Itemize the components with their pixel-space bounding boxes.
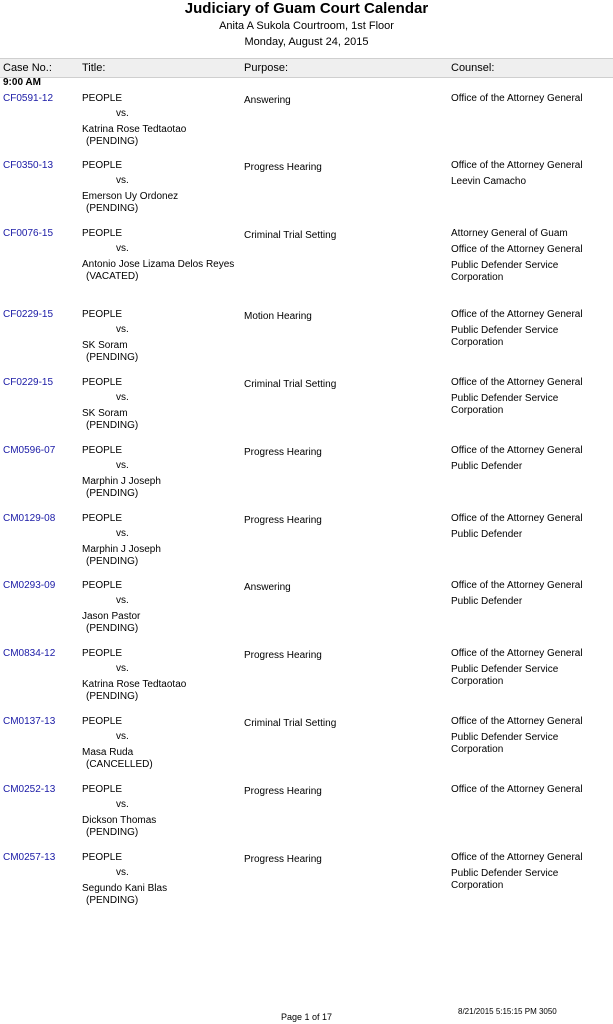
case-status: (PENDING) [86, 895, 139, 906]
plaintiff: PEOPLE [82, 160, 123, 171]
case-status: (PENDING) [86, 827, 139, 838]
counsel-entry: Public Defender Service Corporation [451, 325, 559, 348]
case-status: (CANCELLED) [86, 759, 153, 770]
counsel-entry: Public Defender [451, 529, 523, 540]
defendant: Jason Pastor [82, 611, 141, 622]
versus-label: vs. [116, 663, 129, 674]
case-status: (PENDING) [86, 556, 139, 567]
column-header-case-no: Case No.: [3, 62, 52, 74]
versus-label: vs. [116, 108, 129, 119]
counsel-entry: Public Defender Service Corporation [451, 664, 559, 687]
case-title [82, 160, 178, 215]
defendant: SK Soram [82, 408, 128, 419]
counsel-entry: Office of the Attorney General [451, 377, 583, 388]
page-number: Page 1 of 17 [280, 1012, 333, 1022]
counsel-entry: Office of the Attorney General [451, 648, 583, 659]
counsel-entry: Office of the Attorney General [451, 716, 583, 727]
defendant: SK Soram [82, 340, 128, 351]
plaintiff: PEOPLE [82, 716, 123, 727]
plaintiff: PEOPLE [82, 784, 123, 795]
case-title [82, 93, 186, 148]
versus-label: vs. [116, 324, 129, 335]
time-slot: 9:00 AM [3, 77, 41, 88]
counsel-list [451, 160, 583, 192]
case-title [82, 377, 138, 432]
versus-label: vs. [116, 528, 129, 539]
column-header-title: Title: [82, 62, 106, 74]
case-status: (PENDING) [86, 420, 139, 431]
counsel-list [451, 445, 583, 477]
plaintiff: PEOPLE [82, 445, 123, 456]
versus-label: vs. [116, 175, 129, 186]
hearing-purpose: Progress Hearing [244, 786, 322, 797]
plaintiff: PEOPLE [82, 852, 123, 863]
case-number-link[interactable]: CF0229-15 [3, 377, 54, 388]
case-title [82, 716, 153, 771]
case-number-link[interactable]: CM0129-08 [3, 513, 56, 524]
case-number-link[interactable]: CF0591-12 [3, 93, 54, 104]
hearing-purpose: Answering [244, 95, 291, 106]
counsel-entry: Office of the Attorney General [451, 852, 583, 863]
counsel-entry: Public Defender Service Corporation [451, 732, 559, 755]
case-status: (VACATED) [86, 271, 139, 282]
defendant: Emerson Uy Ordonez [82, 191, 179, 202]
versus-label: vs. [116, 595, 129, 606]
case-number-link[interactable]: CM0257-13 [3, 852, 56, 863]
case-status: (PENDING) [86, 691, 139, 702]
counsel-list [451, 309, 583, 353]
versus-label: vs. [116, 243, 129, 254]
hearing-purpose: Progress Hearing [244, 515, 322, 526]
counsel-entry: Leevin Camacho [451, 176, 527, 187]
plaintiff: PEOPLE [82, 648, 123, 659]
case-title [82, 228, 234, 283]
calendar-date: Monday, August 24, 2015 [244, 36, 369, 48]
defendant: Katrina Rose Tedtaotao [82, 124, 187, 135]
case-number-link[interactable]: CM0252-13 [3, 784, 56, 795]
hearing-purpose: Criminal Trial Setting [244, 718, 337, 729]
case-status: (PENDING) [86, 623, 139, 634]
courtroom-name: Anita A Sukola Courtroom, 1st Floor [219, 20, 394, 32]
counsel-entry: Public Defender Service Corporation [451, 868, 559, 891]
case-number-link[interactable]: CF0229-15 [3, 309, 54, 320]
counsel-list [451, 852, 583, 896]
case-number-link[interactable]: CM0596-07 [3, 445, 56, 456]
case-title [82, 580, 140, 635]
hearing-purpose: Motion Hearing [244, 311, 312, 322]
counsel-entry: Public Defender Service Corporation [451, 393, 559, 416]
versus-label: vs. [116, 460, 129, 471]
case-number-link[interactable]: CM0834-12 [3, 648, 56, 659]
case-title [82, 852, 167, 907]
page-title: Judiciary of Guam Court Calendar [184, 0, 429, 17]
versus-label: vs. [116, 392, 129, 403]
hearing-purpose: Progress Hearing [244, 162, 322, 173]
counsel-list [451, 580, 583, 612]
plaintiff: PEOPLE [82, 513, 123, 524]
counsel-entry: Office of the Attorney General [451, 309, 583, 320]
case-title [82, 784, 156, 839]
counsel-list [451, 228, 583, 288]
case-title [82, 648, 186, 703]
column-header-row [0, 58, 613, 78]
case-number-link[interactable]: CM0293-09 [3, 580, 56, 591]
case-number-link[interactable]: CF0350-13 [3, 160, 54, 171]
plaintiff: PEOPLE [82, 93, 123, 104]
versus-label: vs. [116, 731, 129, 742]
counsel-list [451, 716, 583, 760]
hearing-purpose: Answering [244, 582, 291, 593]
case-status: (PENDING) [86, 136, 139, 147]
counsel-entry: Office of the Attorney General [451, 93, 583, 104]
counsel-entry: Public Defender Service Corporation [451, 260, 559, 283]
defendant: Marphin J Joseph [82, 544, 161, 555]
case-number-link[interactable]: CM0137-13 [3, 716, 56, 727]
case-number-link[interactable]: CF0076-15 [3, 228, 54, 239]
plaintiff: PEOPLE [82, 228, 123, 239]
case-status: (PENDING) [86, 352, 139, 363]
plaintiff: PEOPLE [82, 580, 123, 591]
case-status: (PENDING) [86, 203, 139, 214]
defendant: Marphin J Joseph [82, 476, 161, 487]
counsel-list [451, 377, 583, 421]
counsel-entry: Public Defender [451, 461, 523, 472]
hearing-purpose: Criminal Trial Setting [244, 379, 337, 390]
counsel-entry: Office of the Attorney General [451, 580, 583, 591]
defendant: Dickson Thomas [82, 815, 157, 826]
defendant: Masa Ruda [82, 747, 134, 758]
counsel-entry: Office of the Attorney General [451, 445, 583, 456]
counsel-entry: Office of the Attorney General [451, 784, 583, 795]
counsel-entry: Attorney General of Guam [451, 228, 568, 239]
counsel-entry: Public Defender [451, 596, 523, 607]
case-status: (PENDING) [86, 488, 139, 499]
counsel-list [451, 784, 583, 800]
counsel-list [451, 648, 583, 692]
hearing-purpose: Progress Hearing [244, 447, 322, 458]
calendar-header [0, 0, 613, 50]
counsel-entry: Office of the Attorney General [451, 244, 583, 255]
versus-label: vs. [116, 799, 129, 810]
defendant: Katrina Rose Tedtaotao [82, 679, 187, 690]
hearing-purpose: Progress Hearing [244, 854, 322, 865]
case-title [82, 309, 138, 364]
defendant: Segundo Kani Blas [82, 883, 168, 894]
plaintiff: PEOPLE [82, 309, 123, 320]
defendant: Antonio Jose Lizama Delos Reyes [82, 259, 235, 270]
column-header-counsel: Counsel: [451, 62, 495, 74]
versus-label: vs. [116, 867, 129, 878]
hearing-purpose: Criminal Trial Setting [244, 230, 337, 241]
counsel-entry: Office of the Attorney General [451, 513, 583, 524]
print-timestamp: 8/21/2015 5:15:15 PM 3050 [458, 1007, 557, 1016]
case-title [82, 513, 161, 568]
hearing-purpose: Progress Hearing [244, 650, 322, 661]
column-header-purpose: Purpose: [244, 62, 289, 74]
plaintiff: PEOPLE [82, 377, 123, 388]
counsel-list [451, 93, 583, 109]
counsel-entry: Office of the Attorney General [451, 160, 583, 171]
counsel-list [451, 513, 583, 545]
case-title [82, 445, 161, 500]
